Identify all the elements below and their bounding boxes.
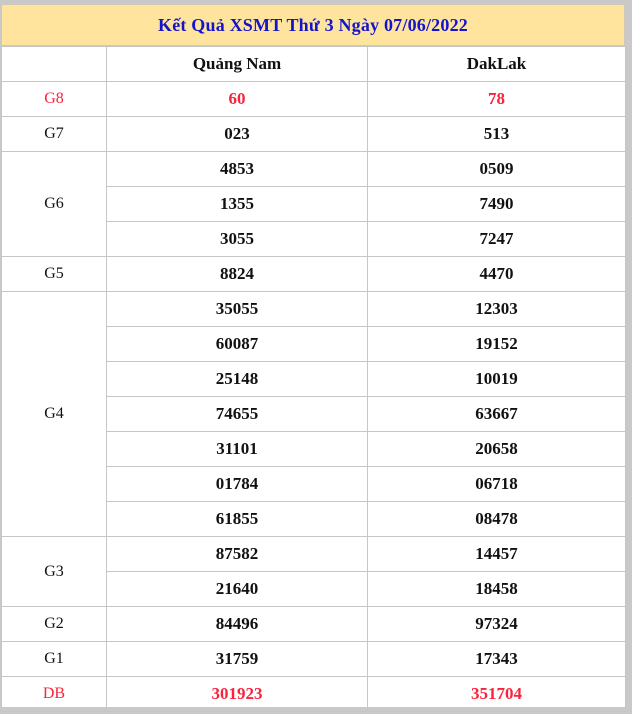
prize-row-g6 — [2, 152, 626, 187]
prize-label-g8: G8 — [2, 82, 107, 117]
result-cell: 1355 — [107, 187, 368, 222]
prize-label-g6: G6 — [2, 152, 107, 257]
result-cell: 7247 — [368, 222, 626, 257]
prize-row-g5 — [2, 257, 626, 292]
result-cell: 60 — [107, 82, 368, 117]
result-cell: 74655 — [107, 397, 368, 432]
prize-label-g7: G7 — [2, 117, 107, 152]
prize-row-g2 — [2, 607, 626, 642]
prize-row-g8 — [2, 82, 626, 117]
result-cell: 8824 — [107, 257, 368, 292]
result-cell: 17343 — [368, 642, 626, 677]
prize-row-g3 — [2, 537, 626, 572]
result-cell: 61855 — [107, 502, 368, 537]
result-cell: 78 — [368, 82, 626, 117]
prize-label-g1: G1 — [2, 642, 107, 677]
result-cell: 97324 — [368, 607, 626, 642]
prize-row-g7 — [2, 117, 626, 152]
results-table — [1, 46, 626, 712]
results-panel — [1, 4, 625, 707]
prize-row-g1 — [2, 642, 626, 677]
result-cell: 14457 — [368, 537, 626, 572]
result-cell: 351704 — [368, 677, 626, 712]
result-cell: 08478 — [368, 502, 626, 537]
prize-label-g4: G4 — [2, 292, 107, 537]
prize-row-db — [2, 677, 626, 712]
result-cell: 12303 — [368, 292, 626, 327]
prize-label-g5: G5 — [2, 257, 107, 292]
result-cell: 06718 — [368, 467, 626, 502]
column-header-daklak: DakLak — [368, 47, 626, 82]
result-cell: 7490 — [368, 187, 626, 222]
result-cell: 35055 — [107, 292, 368, 327]
prize-label-db: DB — [2, 677, 107, 712]
result-cell: 25148 — [107, 362, 368, 397]
result-cell: 20658 — [368, 432, 626, 467]
prize-label-g2: G2 — [2, 607, 107, 642]
page-title: Kết Quả XSMT Thứ 3 Ngày 07/06/2022 — [1, 4, 625, 46]
result-cell: 0509 — [368, 152, 626, 187]
result-cell: 63667 — [368, 397, 626, 432]
result-cell: 21640 — [107, 572, 368, 607]
result-cell: 87582 — [107, 537, 368, 572]
result-cell: 84496 — [107, 607, 368, 642]
result-cell: 023 — [107, 117, 368, 152]
result-cell: 4853 — [107, 152, 368, 187]
prize-row-g4 — [2, 292, 626, 327]
result-cell: 31759 — [107, 642, 368, 677]
result-cell: 3055 — [107, 222, 368, 257]
result-cell: 31101 — [107, 432, 368, 467]
prize-label-g3: G3 — [2, 537, 107, 607]
result-cell: 19152 — [368, 327, 626, 362]
result-cell: 60087 — [107, 327, 368, 362]
result-cell: 4470 — [368, 257, 626, 292]
result-cell: 301923 — [107, 677, 368, 712]
table-header-row — [2, 47, 626, 82]
result-cell: 01784 — [107, 467, 368, 502]
corner-cell — [2, 47, 107, 82]
result-cell: 513 — [368, 117, 626, 152]
result-cell: 10019 — [368, 362, 626, 397]
column-header-quang-nam: Quảng Nam — [107, 47, 368, 82]
result-cell: 18458 — [368, 572, 626, 607]
